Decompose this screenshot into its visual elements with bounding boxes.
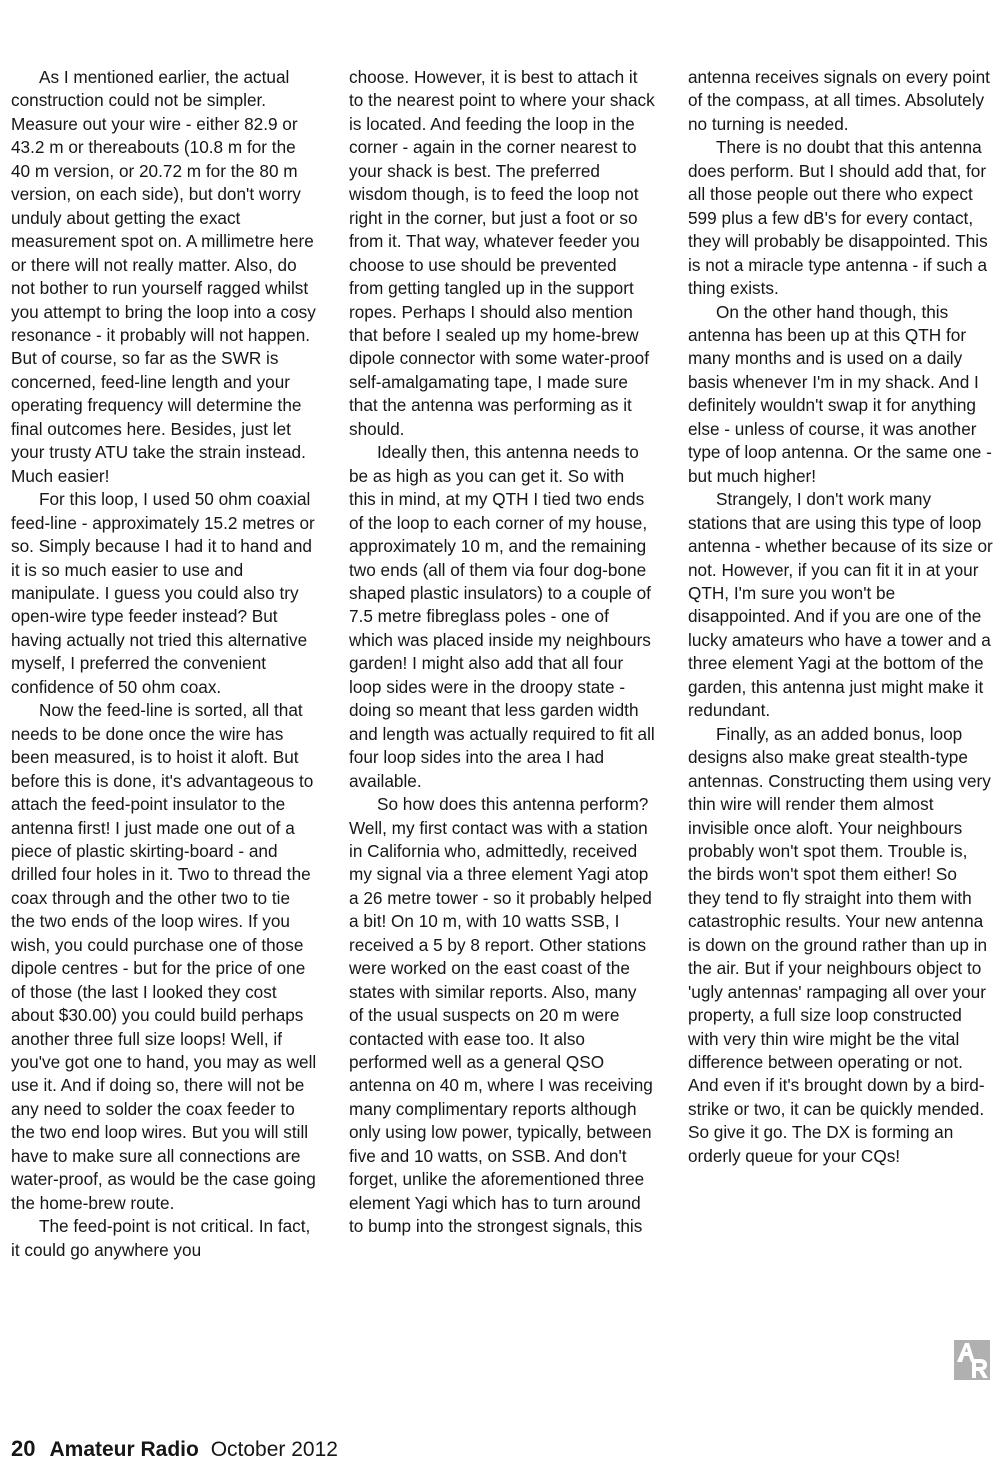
ar-end-mark-icon — [954, 1340, 990, 1380]
page-number: 20 — [11, 1436, 36, 1461]
paragraph: The feed-point is not critical. In fact, it could go anywhere you — [11, 1216, 311, 1260]
issue-date: October 2012 — [210, 1438, 338, 1461]
paragraph: So how does this antenna perform? Well, my first contact was with a station in California who, admittedly, received my signal via a three element Yagi atop a 26 metre tower - so it probably helped a bit! On 10 m, with 10 watts SSB, I received a 5 by 8 report. Other stations were worked on the east coast of the states with similar reports. Also, many of the usual suspects on 20 m were contacted with ease too. It also performed well as a general QSO antenna on 40 m, where I was receiving many complimentary reports although only using low power, typically, between five and 10 watts, on SSB. And don't forget, unlike the aforementioned three element Yagi which has to turn around to bump into the strongest signals, this — [349, 794, 653, 1237]
article-column-3 — [688, 66, 994, 1168]
paragraph: choose. However, it is best to attach it to the nearest point to where your shack is located. And feeding the loop in the corner - again in the corner nearest to your shack is best. The preferred wisdom though, is to feed the loop not right in the corner, but just a foot or so from it. That way, whatever feeder you choose to use should be prevented from getting tangled up in the support ropes. Perhaps I should also mention that before I sealed up my home-brew dipole connector with some water-proof self-amalgamating tape, I made sure that the antenna was performing as it should. — [349, 67, 655, 439]
paragraph: There is no doubt that this antenna does perform. But I should add that, for all those people out there who expect 599 plus a few dB's for every contact, they will probably be disappointed. This is not a miracle type antenna - if such a thing exists. — [688, 137, 988, 299]
paragraph: antenna receives signals on every point of the compass, at all times. Absolutely no turning is needed. — [688, 67, 990, 134]
paragraph: For this loop, I used 50 ohm coaxial feed-line - approximately 15.2 metres or so. Simply because I had it to hand and it is so much easier to use and manipulate. I guess you could also try open-wire type feeder instead? But having actually not tried this alternative myself, I preferred the convenient confidence of 50 ohm coax. — [11, 489, 315, 697]
paragraph: Ideally then, this antenna needs to be as high as you can get it. So with this in mind, at my QTH I tied two ends of the loop to each corner of my house, approximately 10 m, and the remaining two ends (all of them via four dog-bone shaped plastic insulators) to a couple of 7.5 metre fibreglass poles - one of which was placed inside my neighbours garden! I might also add that all four loop sides were in the droopy state - doing so meant that less garden width and length was actually required to fit all four loop sides into the area I had available. — [349, 442, 655, 791]
paragraph: Strangely, I don't work many stations that are using this type of loop antenna - whether because of its size or not. However, if you can fit it in at your QTH, I'm sure you won't be disappointed. And if you are one of the lucky amateurs who have a tower and a three element Yagi at the bottom of the garden, this antenna just might make it redundant. — [688, 489, 993, 721]
article-column-1 — [11, 66, 317, 1262]
magazine-title: Amateur Radio — [49, 1438, 199, 1461]
article-column-2 — [349, 66, 655, 1239]
paragraph: As I mentioned earlier, the actual construction could not be simpler. Measure out your wire - either 82.9 or 43.2 m or thereabouts (10.8 m for the 40 m version, or 20.72 m for the 80 m version, on each side), but don't worry unduly about getting the exact measurement spot on. A millimetre here or there will not really matter. Also, do not bother to run yourself ragged whilst you attempt to bring the loop into a cosy resonance - it probably will not happen. But of course, so far as the SWR is concerned, feed-line length and your operating frequency will determine the final outcomes here. Besides, just let your trusty ATU take the strain instead. Much easier! — [11, 67, 316, 486]
paragraph: Now the feed-line is sorted, all that needs to be done once the wire has been measured, is to hoist it aloft. But before this is done, it's advantageous to attach the feed-point insulator to the antenna first! I just made one out of a piece of plastic skirting-board - and drilled four holes in it. Two to thread the coax through and the other two to tie the two ends of the loop wires. If you wish, you could purchase one of those dipole centres - but for the price of one of those (the last I looked they cost about $30.00) you could build perhaps another three full size loops! Well, if you've got one to hand, you may as well use it. And if doing so, there will not be any need to solder the coax feeder to the two end loop wires. But you will still have to make sure all connections are water-proof, as would be the case going the home-brew route. — [11, 700, 317, 1213]
page-footer — [11, 1436, 338, 1463]
paragraph: On the other hand though, this antenna has been up at this QTH for many months and is used on a daily basis whenever I'm in my shack. And I definitely wouldn't swap it for anything else - unless of course, it was another type of loop antenna. Or the same one - but much higher! — [688, 301, 992, 486]
paragraph: Finally, as an added bonus, loop designs also make great stealth-type antennas. Constructing them using very thin wire will render them almost invisible once aloft. Your neighbours probably won't spot them. Trouble is, the birds won't spot them either! So they tend to fly straight into them with catastrophic results. Your new antenna is down on the ground rather than up in the air. But if your neighbours object to 'ugly antennas' rampaging all over your property, a full size loop constructed with very thin wire might be the vital difference between operating or not. And even if it's brought down by a bird-strike or two, it can be quickly mended. So give it go. The DX is forming an orderly queue for your CQs! — [688, 723, 991, 1166]
